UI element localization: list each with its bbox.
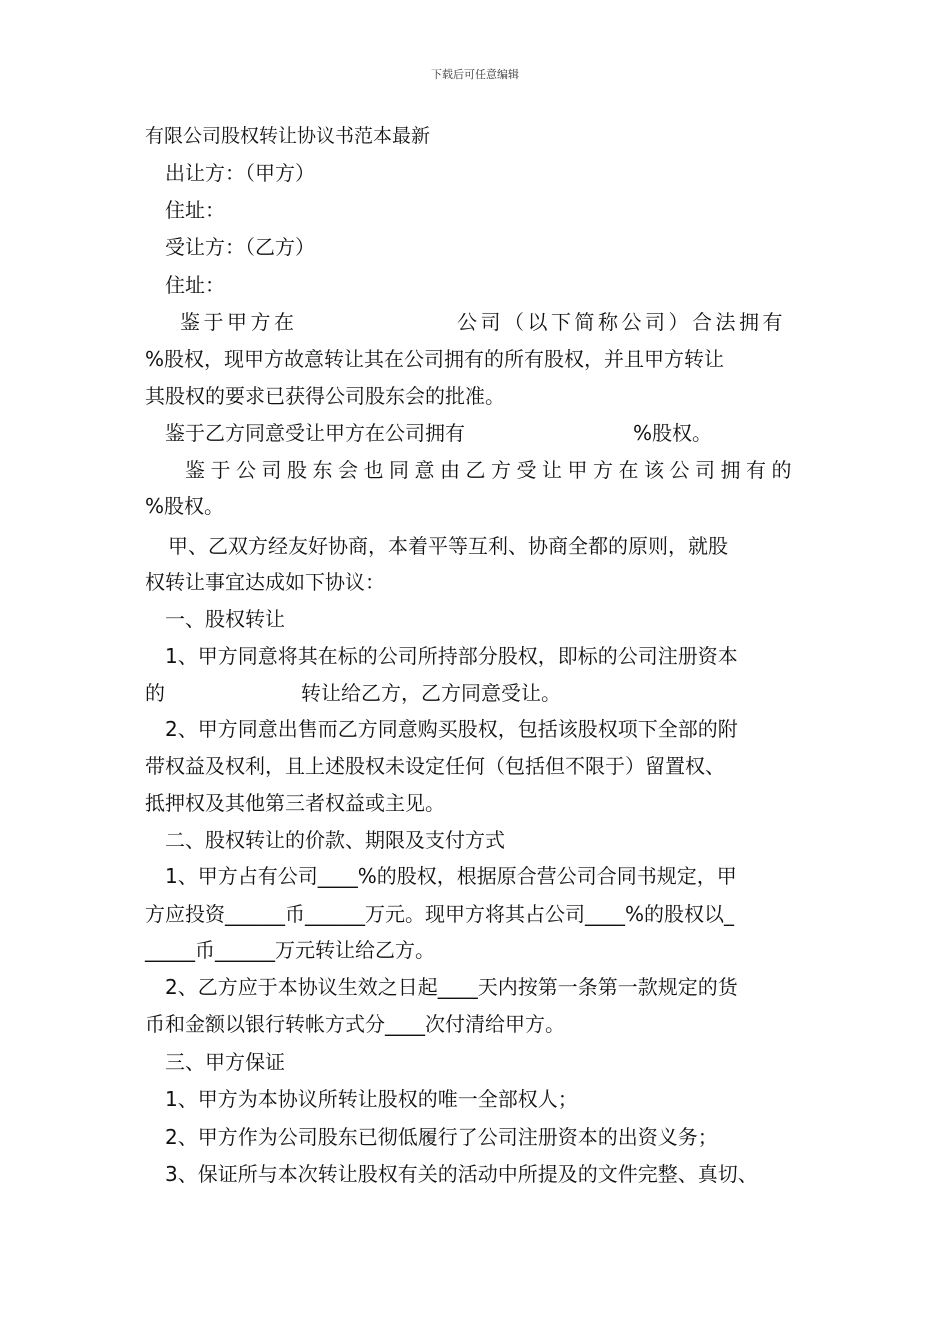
- recital-1-company: 公司（以下简称公司）合法拥有: [457, 310, 786, 334]
- recital-2-end: %股权。: [633, 421, 713, 445]
- s1-item-1-line-1: 1、甲方同意将其在标的公司所持部分股权，即标的公司注册资本: [165, 644, 738, 668]
- s2-item-1-line-1: 1、甲方占有公司____%的股权，根据原合营公司合同书规定，甲: [165, 864, 737, 888]
- s2-item-2-line-1: 2、乙方应于本协议生效之日起____天内按第一条第一款规定的货: [165, 975, 738, 999]
- seller-address-line: 住址：: [165, 198, 225, 222]
- page-header-note: 下载后可任意编辑: [431, 68, 519, 81]
- s1-item-1-line-2b: 转让给乙方，乙方同意受让。: [301, 681, 561, 705]
- recital-1-line-2: %股权，现甲方故意转让其在公司拥有的所有股权，并且甲方转让: [145, 347, 725, 371]
- s1-item-2-line-3: 抵押权及其他第三者权益或主见。: [145, 791, 445, 815]
- s2-item-1-line-2: 方应投资______币______万元。现甲方将其占公司____%的股权以_: [145, 902, 735, 926]
- recital-1-line-3: 其股权的要求已获得公司股东会的批准。: [145, 384, 505, 408]
- intro-line-1: 甲、乙双方经友好协商，本着平等互利、协商全都的原则，就股: [168, 534, 728, 558]
- s3-item-1: 1、甲方为本协议所转让股权的唯一全部权人；: [165, 1087, 578, 1111]
- s2-item-1-line-3: _____币______万元转让给乙方。: [145, 938, 435, 962]
- s3-item-2: 2、甲方作为公司股东已彻低履行了公司注册资本的出资义务；: [165, 1125, 718, 1149]
- section-1-heading: 一、股权转让: [165, 607, 285, 631]
- recital-2-start: 鉴于乙方同意受让甲方在公司拥有: [165, 421, 465, 445]
- buyer-line: 受让方：（乙方）: [165, 235, 315, 259]
- document-title: 有限公司股权转让协议书范本最新: [145, 125, 431, 147]
- s2-item-2-line-2: 币和金额以银行转帐方式分____次付清给甲方。: [145, 1012, 565, 1036]
- buyer-address-line: 住址：: [165, 273, 225, 297]
- section-3-heading: 三、甲方保证: [165, 1050, 285, 1074]
- s1-item-2-line-1: 2、甲方同意出售而乙方同意购买股权，包括该股权项下全部的附: [165, 717, 738, 741]
- s3-item-3: 3、保证所与本次转让股权有关的活动中所提及的文件完整、真切、: [165, 1162, 758, 1186]
- s1-item-1-line-2a: 的: [145, 681, 165, 705]
- intro-line-2: 权转让事宜达成如下协议：: [145, 570, 385, 594]
- recital-3-line-1: 鉴于公司股东会也同意由乙方受让甲方在该公司拥有的: [185, 458, 797, 482]
- s1-item-2-line-2: 带权益及权利，且上述股权未设定任何（包括但不限于）留置权、: [145, 754, 725, 778]
- recital-3-line-2: %股权。: [145, 494, 225, 518]
- recital-1-start: 鉴于甲方在: [180, 310, 298, 334]
- seller-line: 出让方：（甲方）: [165, 161, 315, 185]
- section-2-heading: 二、股权转让的价款、期限及支付方式: [165, 828, 505, 852]
